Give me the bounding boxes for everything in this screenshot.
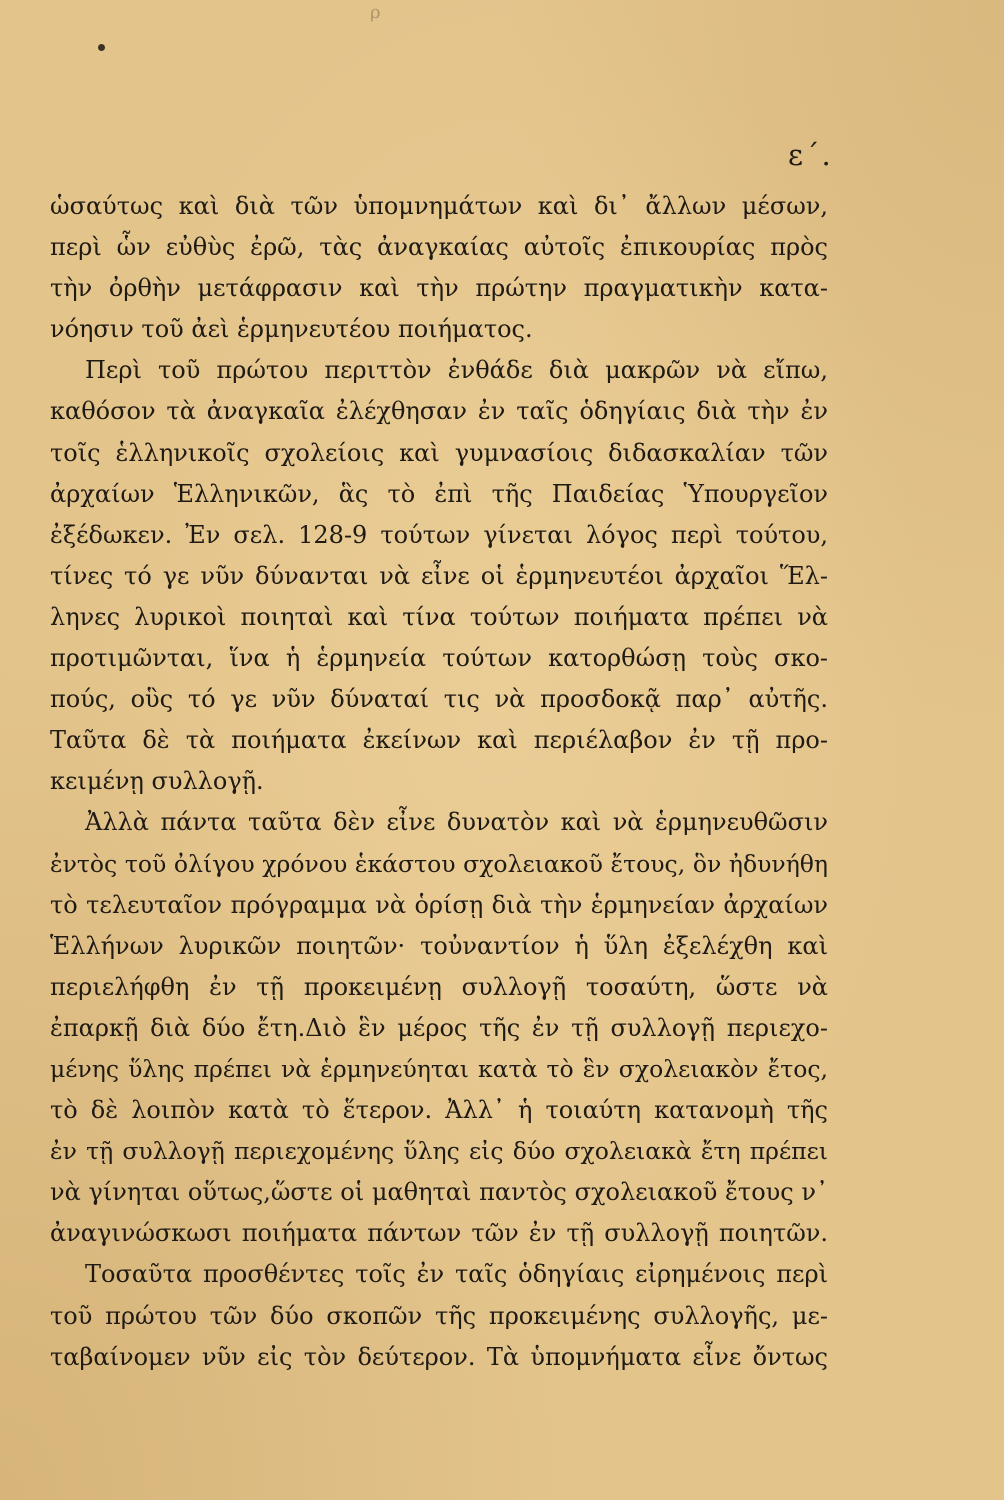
text-line: ὡσαύτως καὶ διὰ τῶν ὑπομνημάτων καὶ δι᾽ ἄλλων μέσων, (50, 192, 828, 220)
text-line: τὸ δὲ λοιπὸν κατὰ τὸ ἕτερον. Ἀλλ᾽ ἡ τοιαύτη κατανομὴ τῆς (50, 1096, 828, 1125)
text-line: Περὶ τοῦ πρώτου περιττὸν ἐνθάδε διὰ μακρῶν νὰ εἴπω, (85, 356, 828, 385)
text-line: προτιμῶνται, ἵνα ἡ ἑρμηνεία τούτων κατορθώσῃ τοὺς σκο- (50, 644, 828, 673)
text-line: τοῖς ἑλληνικοῖς σχολείοις καὶ γυμνασίοις διδασκαλίαν τῶν (50, 438, 828, 467)
text-line: ἐν τῇ συλλογῇ περιεχομένης ὕλης εἰς δύο σχολειακὰ ἔτη πρέπει (50, 1137, 828, 1166)
text-line: καθόσον τὰ ἀναγκαῖα ἐλέχθησαν ἐν ταῖς ὁδηγίαις διὰ τὴν ἐν (50, 397, 828, 426)
text-line: νόησιν τοῦ ἀεὶ ἑρμηνευτέου ποιήματος. (50, 315, 533, 344)
text-line: νὰ γίνηται οὕτως,ὥστε οἱ μαθηταὶ παντὸς σχολειακοῦ ἔτους ν᾽ (50, 1178, 828, 1207)
text-line: τὸ τελευταῖον πρόγραμμα νὰ ὁρίσῃ διὰ τὴν ἑρμηνείαν ἀρχαίων (50, 890, 828, 919)
text-line: ἀναγινώσκωσι ποιήματα πάντων τῶν ἐν τῇ συλλογῇ ποιητῶν. (50, 1219, 828, 1248)
text-line: ἀρχαίων Ἑλληνικῶν, ἃς τὸ ἐπὶ τῆς Παιδείας Ὑπουργεῖον (50, 479, 828, 508)
text-line: ἐπαρκῇ διὰ δύο ἔτη.Διὸ ἓν μέρος τῆς ἐν τῇ συλλογῇ περιεχο- (50, 1013, 828, 1042)
text-line: πούς, οὓς τό γε νῦν δύναταί τις νὰ προσδοκᾷ παρ᾽ αὐτῆς. (50, 685, 828, 714)
text-line: Ἑλλήνων λυρικῶν ποιητῶν· τοὐναντίον ἡ ὕλη ἐξελέχθη καὶ (50, 931, 828, 960)
body-text (50, 186, 828, 1378)
text-line: Ταῦτα δὲ τὰ ποιήματα ἐκείνων καὶ περιέλαβον ἐν τῇ προ- (50, 726, 828, 755)
ink-spot (98, 44, 105, 51)
text-line: ἐξέδωκεν. Ἐν σελ. 128-9 τούτων γίνεται λόγος περὶ τούτου, (50, 520, 828, 549)
text-line: περιελήφθη ἐν τῇ προκειμένῃ συλλογῇ τοσαύτη, ὥστε νὰ (50, 972, 828, 1001)
text-line: τὴν ὀρθὴν μετάφρασιν καὶ τὴν πρώτην πραγματικὴν κατα- (50, 274, 828, 303)
page-number: ε΄. (788, 138, 833, 172)
text-line: τοῦ πρώτου τῶν δύο σκοπῶν τῆς προκειμένης συλλογῆς, με- (50, 1301, 828, 1330)
text-line: μένης ὕλης πρέπει νὰ ἑρμηνεύηται κατὰ τὸ ἓν σχολειακὸν ἔτος, (50, 1054, 828, 1083)
text-line: ληνες λυρικοὶ ποιηταὶ καὶ τίνα τούτων ποιήματα πρέπει νὰ (50, 602, 828, 631)
text-line: ἐντὸς τοῦ ὀλίγου χρόνου ἑκάστου σχολειακοῦ ἔτους, ὃν ἠδυνήθη (50, 849, 828, 878)
text-line: ταβαίνομεν νῦν εἰς τὸν δεύτερον. Τὰ ὑπομνήματα εἶνε ὄντως (50, 1342, 828, 1371)
text-line: κειμένῃ συλλογῇ. (50, 767, 264, 796)
top-pencil-mark: ρ (370, 2, 381, 23)
text-line: περὶ ὧν εὐθὺς ἐρῶ, τὰς ἀναγκαίας αὐτοῖς ἐπικουρίας πρὸς (50, 233, 828, 262)
text-line: Ἀλλὰ πάντα ταῦτα δὲν εἶνε δυνατὸν καὶ νὰ ἑρμηνευθῶσιν (85, 808, 828, 837)
text-line: τίνες τό γε νῦν δύνανται νὰ εἶνε οἱ ἑρμηνευτέοι ἀρχαῖοι Ἕλ- (50, 561, 828, 590)
text-line: Τοσαῦτα προσθέντες τοῖς ἐν ταῖς ὁδηγίαις εἰρημένοις περὶ (85, 1260, 828, 1289)
